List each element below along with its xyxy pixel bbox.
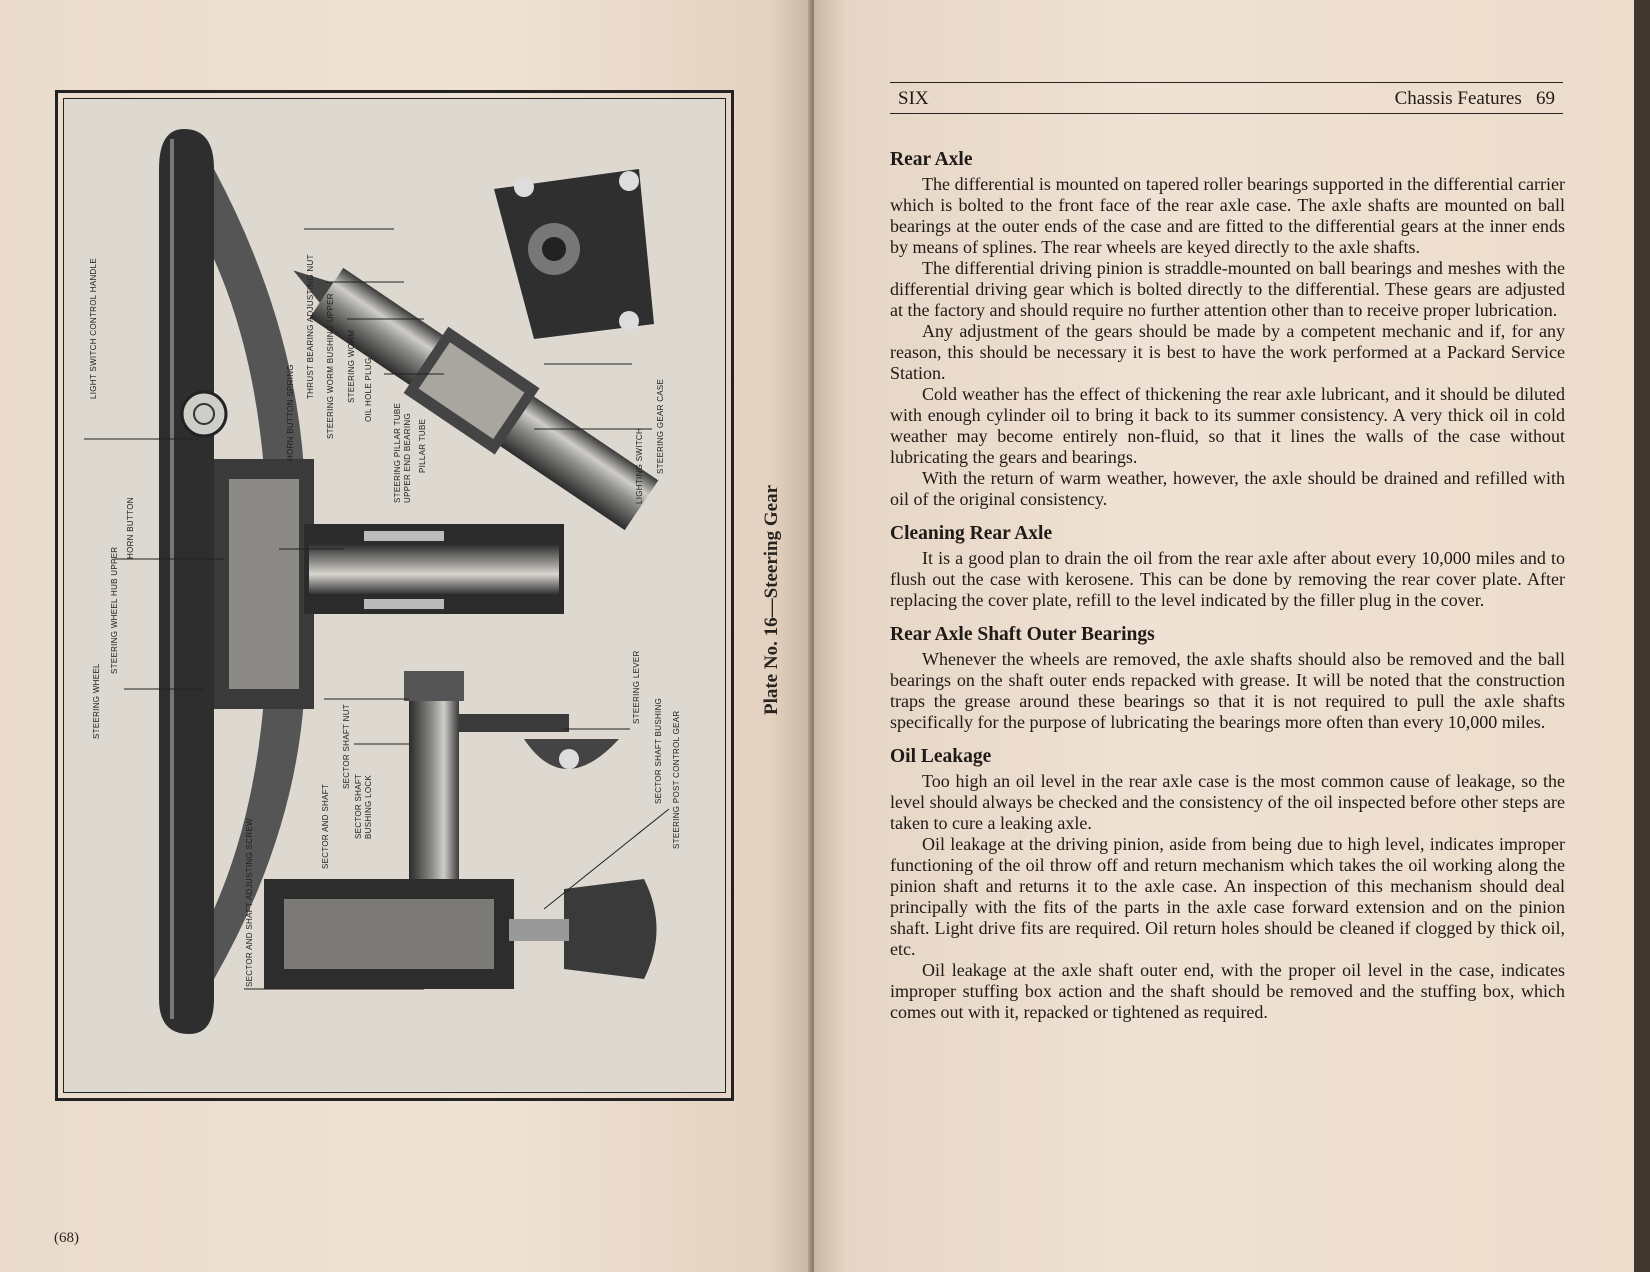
sector-shaft bbox=[409, 679, 459, 909]
label-steering-worm-bushing-upper: STEERING WORM BUSHING UPPER bbox=[326, 293, 335, 439]
label-oil-hole-plug: OIL HOLE PLUG bbox=[364, 357, 373, 422]
post-control-gear bbox=[564, 879, 657, 979]
plate-caption bbox=[742, 470, 802, 730]
header-title: SIX bbox=[898, 88, 929, 109]
section-heading: Cleaning Rear Axle bbox=[890, 523, 1053, 544]
label-steering-gear-case: STEERING GEAR CASE bbox=[656, 378, 665, 474]
label-steering-wheel: STEERING WHEEL bbox=[92, 663, 101, 739]
label-horn-button-spring: HORN BUTTON SPRING bbox=[286, 364, 295, 461]
label-horn-button: HORN BUTTON bbox=[126, 497, 135, 559]
plate-illustration bbox=[63, 98, 726, 1093]
steering-wheel-rim bbox=[159, 129, 214, 1034]
label-lighting-switch: LIGHTING SWITCH bbox=[635, 427, 644, 504]
paragraph: Oil leakage at the driving pinion, aside from being due to high level, indicates improper functioning of the oil throw off and return mechanism which takes the oil working along the pinion shaft and returns it to the axle case. An inspection of this mechanism should deal principally with the fits of the parts in the axle case forward extension and on the pinion shaft. Light drive fits are required. Oil return holes should be cleaned if clogged by thick oil, etc. bbox=[890, 834, 1565, 959]
label-steering-post-control-gear: STEERING POST CONTROL GEAR bbox=[672, 710, 681, 849]
paragraph: Any adjustment of the gears should be made by a competent mechanic and if, for any reason, this should be necessary it is best to have the work performed at a Packard Service Station. bbox=[890, 321, 1565, 383]
paragraph: Cold weather has the effect of thickening the rear axle lubricant, and it should be diluted with enough cylinder oil to bring it back to its summer consistency. A very thick oil in cold weather may become entirely non-fluid, so that it lines the walls of the case without lubricating the gears and bearings. bbox=[890, 384, 1565, 467]
section-heading: Rear Axle bbox=[890, 149, 973, 170]
paragraph: Oil leakage at the axle shaft outer end, with the proper oil level in the case, indicates improper stuffing box action and the shaft should be removed and the stuffing box, which comes out with it, repacked or tightened as required. bbox=[890, 960, 1565, 1022]
label-steering-lever: STEERING LEVER bbox=[632, 650, 641, 724]
label-thrust-bearing-adjusting-nut: THRUST BEARING ADJUSTING NUT bbox=[306, 254, 315, 399]
running-header bbox=[890, 82, 1563, 114]
paragraph: The differential driving pinion is straddle-mounted on ball bearings and meshes with the differential driving gear which is bolted directly to the differential. These gears are adjusted at the factory and should require no further attention other than to receive proper lubrication. bbox=[890, 258, 1565, 320]
label-steering-worm: STEERING WORM bbox=[347, 329, 356, 403]
label-light-switch-control-handle: LIGHT SWITCH CONTROL HANDLE bbox=[89, 257, 98, 399]
label-sector-shaft-bushing: SECTOR SHAFT BUSHING bbox=[654, 697, 663, 804]
body-text bbox=[890, 148, 1565, 1035]
section-heading: Oil Leakage bbox=[890, 746, 992, 767]
paragraph: The differential is mounted on tapered roller bearings supported in the differential carrier which is bolted to the front face of the rear axle case. The axle shafts are mounted on ball bearings at the outer ends of the case and are fitted to the differential gears at the inner ends by means of splines. The rear wheels are keyed directly to the axle shafts. bbox=[890, 174, 1565, 257]
label-pillar-tube: PILLAR TUBE bbox=[418, 418, 427, 473]
section-cleaning-rear-axle bbox=[890, 522, 1565, 611]
scan-edge bbox=[1634, 0, 1650, 1272]
paragraph: With the return of warm weather, however, the axle should be drained and refilled with oil of the original consistency. bbox=[890, 468, 1565, 509]
label-steering-pillar-tube: STEERING PILLAR TUBE bbox=[393, 402, 402, 503]
section-rear-axle-shaft-outer-bearings bbox=[890, 623, 1565, 733]
label-steering-wheel-hub-upper: STEERING WHEEL HUB UPPER bbox=[110, 546, 119, 674]
label-sector-shaft-nut: SECTOR SHAFT NUT bbox=[342, 704, 351, 789]
plate-caption-text: Plate No. 16—Steering Gear bbox=[761, 484, 782, 716]
header-section-page: Chassis Features 69 bbox=[1394, 88, 1555, 109]
steering-gear-plate bbox=[55, 90, 734, 1101]
page-number-left: (68) bbox=[54, 1230, 79, 1246]
label-upper-end-bearing: UPPER END BEARING bbox=[403, 412, 412, 503]
section-oil-leakage bbox=[890, 745, 1565, 1023]
paragraph: It is a good plan to drain the oil from the rear axle after about every 10,000 miles and to flush out the case with kerosene. This can be done by removing the rear cover plate. After replacing the cover plate, refill to the level indicated by the filler plug in the cover. bbox=[890, 548, 1565, 610]
label-sector-shaft: SECTOR SHAFT bbox=[354, 773, 363, 839]
steering-lever bbox=[459, 714, 569, 732]
section-heading: Rear Axle Shaft Outer Bearings bbox=[890, 624, 1155, 645]
steering-gear-drawing bbox=[64, 99, 721, 1088]
paragraph: Too high an oil level in the rear axle case is the most common cause of leakage, so the level should always be checked and the consistency of the oil inspected before other steps are taken to cure a leaking axle. bbox=[890, 771, 1565, 833]
label-bushing-lock: BUSHING LOCK bbox=[364, 774, 373, 839]
label-sector-and-shaft: SECTOR AND SHAFT bbox=[321, 783, 330, 869]
section-rear-axle bbox=[890, 148, 1565, 510]
label-sector-and-shaft-adjusting-screw: SECTOR AND SHAFT ADJUSTING SCREW bbox=[245, 818, 254, 987]
paragraph: Whenever the wheels are removed, the axle shafts should also be removed and the ball bearings on the shaft outer ends repacked with grease. It will be noted that the construction traps the grease around these bearings so that it is not required to pull the axle shafts specifically for the purpose of lubricating the bearings more often than every 10,000 miles. bbox=[890, 649, 1565, 732]
